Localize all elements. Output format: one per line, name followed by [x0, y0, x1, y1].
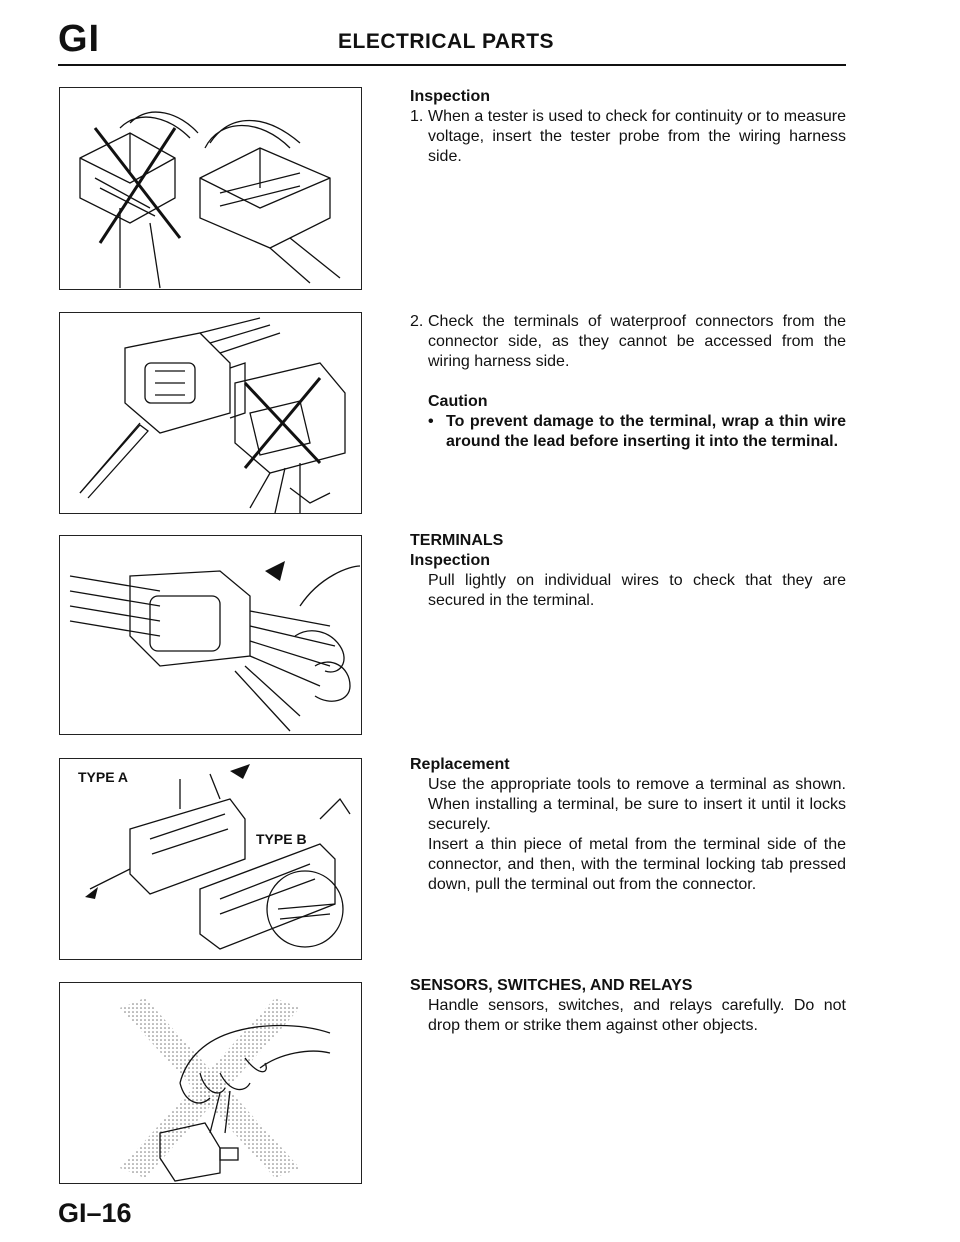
sensors-section	[410, 976, 846, 1036]
terminals-heading: TERMINALS	[410, 532, 504, 549]
header-divider	[58, 64, 846, 66]
terminals-section	[410, 531, 846, 611]
replacement-text-1: Use the appropriate tools to remove a terminal as shown. When installing a terminal, be sure to insert it until it locks securely.	[428, 776, 846, 833]
terminals-subheading: Inspection	[410, 552, 491, 569]
replacement-heading: Replacement	[410, 756, 510, 773]
step-text: Check the terminals of waterproof connectors from the connector side, as they cannot be accessed from the wiring harness side.	[428, 313, 846, 370]
tester-probe-illustration	[60, 88, 361, 289]
figure-waterproof-connector	[59, 312, 362, 514]
section-code: GI	[58, 18, 101, 60]
step-number: 2.	[410, 313, 424, 330]
caution-bullet	[410, 412, 846, 452]
sensors-text: Handle sensors, switches, and relays carefully. Do not drop them or strike them against other objects.	[428, 997, 846, 1034]
type-a-label: TYPE A	[78, 769, 129, 785]
waterproof-connector-illustration	[60, 313, 361, 513]
inspection-step-2	[410, 312, 846, 372]
bullet-icon: •	[428, 413, 434, 430]
figure-tester-probe	[59, 87, 362, 290]
step-number: 1.	[410, 108, 424, 125]
inspection-step-2-section	[410, 312, 846, 452]
sensors-heading: SENSORS, SWITCHES, AND RELAYS	[410, 977, 693, 994]
terminal-inspection-illustration	[60, 536, 361, 734]
caution-heading: Caution	[428, 393, 488, 410]
type-b-label: TYPE B	[256, 831, 307, 847]
caution-text: To prevent damage to the terminal, wrap a thin wire around the lead before inserting it into the terminal.	[446, 413, 846, 450]
terminal-replacement-illustration	[60, 759, 361, 959]
figure-terminal-inspection	[59, 535, 362, 735]
page-number: GI–16	[58, 1198, 132, 1228]
relay-handling-illustration	[60, 983, 361, 1183]
replacement-section	[410, 755, 846, 895]
terminals-text: Pull lightly on individual wires to check that they are secured in the terminal.	[428, 572, 846, 609]
step-text: When a tester is used to check for continuity or to measure voltage, insert the tester probe from the wiring harness side.	[428, 108, 846, 165]
inspection-heading: Inspection	[410, 88, 491, 105]
figure-terminal-replacement	[59, 758, 362, 960]
page-title: ELECTRICAL PARTS	[338, 30, 555, 53]
inspection-step-1	[410, 107, 846, 167]
figure-relay-handling	[59, 982, 362, 1184]
inspection-section	[410, 87, 846, 167]
replacement-text-2: Insert a thin piece of metal from the terminal side of the connector, and then, with the terminal locking tab pressed down, pull the terminal out from the connector.	[428, 836, 846, 893]
